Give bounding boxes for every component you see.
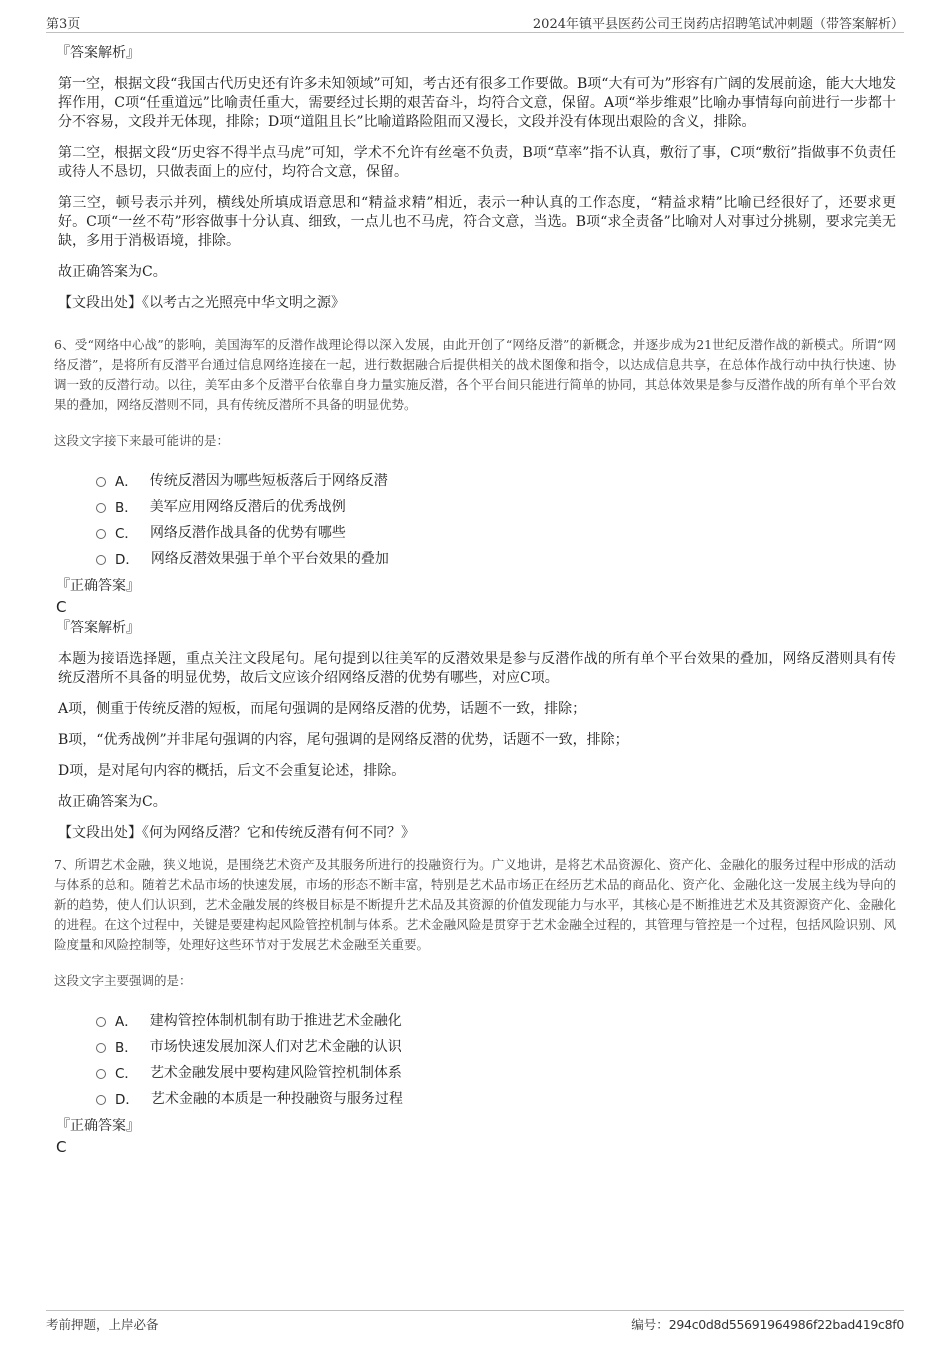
document-title: 2024年镇平县医药公司王岗药店招聘笔试冲刺题（带答案解析） — [532, 17, 904, 32]
q6-option-b[interactable] — [96, 493, 896, 519]
q6-option-c[interactable] — [96, 519, 896, 545]
document-code — [631, 1315, 904, 1333]
q5-conclusion: 故正确答案为C。 — [58, 264, 167, 280]
option-letter: B． — [115, 1040, 138, 1056]
radio-icon[interactable] — [96, 1017, 106, 1027]
q5-analysis-label: 『答案解析』 — [56, 45, 140, 61]
q6-answer-label: 『正确答案』 — [56, 578, 140, 594]
q6-analysis-label: 『答案解析』 — [56, 620, 140, 636]
option-text: 美军应用网络反潜后的优秀战例 — [149, 499, 346, 515]
option-text: 建构管控体制机制有助于推进艺术金融化 — [149, 1013, 402, 1029]
q6-source: 【文段出处】《何为网络反潜？它和传统反潜有何不同？》 — [58, 825, 415, 841]
q7-answer: C — [56, 1138, 67, 1156]
option-letter: D． — [115, 552, 139, 568]
q6-analysis-paragraph-4: D项，是对尾句内容的概括，后文不会重复论述，排除。 — [58, 763, 406, 779]
q5-analysis-paragraph-3: 第三空，顿号表示并列，横线处所填成语意思和“精益求精”相近，表示一种认真的工作态度，“精益求精”比喻已经很好了，还要求更好。C项“一丝不苟”形容做事十分认真、细致，一点儿也不马虎，符合文意，当选。B项“求全责备”比喻对人对事过分挑剔，要求完美无缺，多用于消极语境，排除。 — [58, 195, 896, 249]
q6-analysis-paragraph-3: B项，“优秀战例”并非尾句强调的内容，尾句强调的是网络反潜的优势，话题不一致，排除； — [58, 732, 629, 748]
q7-option-a[interactable] — [96, 1007, 896, 1033]
q6-options — [96, 467, 896, 571]
option-letter: C． — [115, 1066, 138, 1082]
q7-options — [96, 1007, 896, 1111]
q7-option-c[interactable] — [96, 1059, 896, 1085]
option-letter: A． — [115, 1014, 138, 1030]
page-footer — [46, 1310, 904, 1335]
option-text: 艺术金融的本质是一种投融资与服务过程 — [150, 1091, 403, 1107]
q7-option-b[interactable] — [96, 1033, 896, 1059]
q6-question-text: 6、受“网络中心战”的影响，美国海军的反潜作战理论得以深入发展，由此开创了“网络反潜”的新概念，并逐步成为21世纪反潜作战的新模式。所谓“网络反潜”，是将所有反潜平台通过信息网络连接在一起，进行数据融合后提供相关的战术图像和指令，以达成信息共享，在总体作战行动中执行快速、协调一致的反潜行动。以往，美军由多个反潜平台依靠自身力量实施反潜，各个平台间只能进行简单的协同，其总体效果是参与反潜作战的所有单个平台效果的叠加，网络反潜则不同，具有传统反潜所不具备的明显优势。 — [54, 337, 896, 412]
q7-prompt: 这段文字主要强调的是： — [54, 973, 192, 988]
option-text: 网络反潜作战具备的优势有哪些 — [149, 525, 346, 541]
q7-option-d[interactable] — [96, 1085, 896, 1111]
q6-analysis-paragraph-2: A项，侧重于传统反潜的短板，而尾句强调的是网络反潜的优势，话题不一致，排除； — [58, 701, 587, 717]
radio-icon[interactable] — [96, 1095, 106, 1105]
q6-analysis-paragraph-1: 本题为接语选择题，重点关注文段尾句。尾句提到以往美军的反潜效果是参与反潜作战的所有单个平台效果的叠加，网络反潜则具有传统反潜所不具备的明显优势，故后文应该介绍网络反潜的优势有哪些，对应C项。 — [58, 651, 896, 686]
q5-analysis-paragraph-2: 第二空，根据文段“历史容不得半点马虎”可知，学术不允许有丝毫不负责，B项“草率”指不认真，敷衍了事，C项“敷衍”指做事不负责任或待人不恳切，只做表面上的应付，均符合文意，保留。 — [58, 145, 896, 180]
footer-slogan: 考前押题，上岸必备 — [46, 1317, 159, 1332]
option-text: 传统反潜因为哪些短板落后于网络反潜 — [149, 473, 388, 489]
option-letter: D． — [115, 1092, 139, 1108]
radio-icon[interactable] — [96, 1043, 106, 1053]
code-label: 编号： — [631, 1317, 669, 1332]
option-letter: C． — [115, 526, 138, 542]
option-text: 艺术金融发展中要构建风险管控机制体系 — [149, 1065, 402, 1081]
radio-icon[interactable] — [96, 555, 106, 565]
radio-icon[interactable] — [96, 503, 106, 513]
option-letter: B． — [115, 500, 138, 516]
q6-conclusion: 故正确答案为C。 — [58, 794, 167, 810]
radio-icon[interactable] — [96, 477, 106, 487]
option-text: 市场快速发展加深人们对艺术金融的认识 — [149, 1039, 402, 1055]
q7-answer-label: 『正确答案』 — [56, 1118, 140, 1134]
q5-source: 【文段出处】《以考古之光照亮中华文明之源》 — [58, 295, 345, 311]
page-content — [54, 44, 896, 1159]
q6-answer: C — [56, 598, 67, 616]
q6-option-d[interactable] — [96, 545, 896, 571]
page-header — [46, 10, 904, 33]
q5-analysis-paragraph-1: 第一空，根据文段“我国古代历史还有许多未知领域”可知，考古还有很多工作要做。B项“大有可为”形容有广阔的发展前途，能大大地发挥作用，C项“任重道远”比喻责任重大，需要经过长期的艰苦奋斗，均符合文意，保留。A项“举步维艰”比喻办事情每向前进行一步都十分不容易，文段并无体现，排除；D项“道阻且长”比喻道路险阻而又漫长，文段并没有体现出艰险的含义，排除。 — [58, 76, 896, 130]
q6-option-a[interactable] — [96, 467, 896, 493]
option-text: 网络反潜效果强于单个平台效果的叠加 — [150, 551, 389, 567]
option-letter: A． — [115, 474, 138, 490]
code-value: 294c0d8d55691964986f22bad419c8f0 — [668, 1317, 904, 1332]
q7-question-text: 7、所谓艺术金融，狭义地说，是围绕艺术资产及其服务所进行的投融资行为。广义地讲，是将艺术品资源化、资产化、金融化的服务过程中形成的活动与体系的总和。随着艺术品市场的快速发展，市场的形态不断丰富，特别是艺术品市场正在经历艺术品的商品化、资产化、金融化这一发展主线为导向的新的趋势，使人们认识到，艺术金融发展的终极目标是不断提升艺术品及其资源的价值发现能力与水平，其核心是不断推进艺术及其资源资产化、金融化的进程。在这个过程中，关键是要建构起风险管控机制与体系。艺术金融风险是贯穿于艺术金融全过程的，其管理与管控是一个过程，包括风险识别、风险度量和风险控制等，处理好这些环节对于发展艺术金融至关重要。 — [54, 857, 896, 952]
radio-icon[interactable] — [96, 529, 106, 539]
page-number: 第3页 — [46, 17, 81, 32]
q6-prompt: 这段文字接下来最可能讲的是： — [54, 433, 230, 448]
radio-icon[interactable] — [96, 1069, 106, 1079]
